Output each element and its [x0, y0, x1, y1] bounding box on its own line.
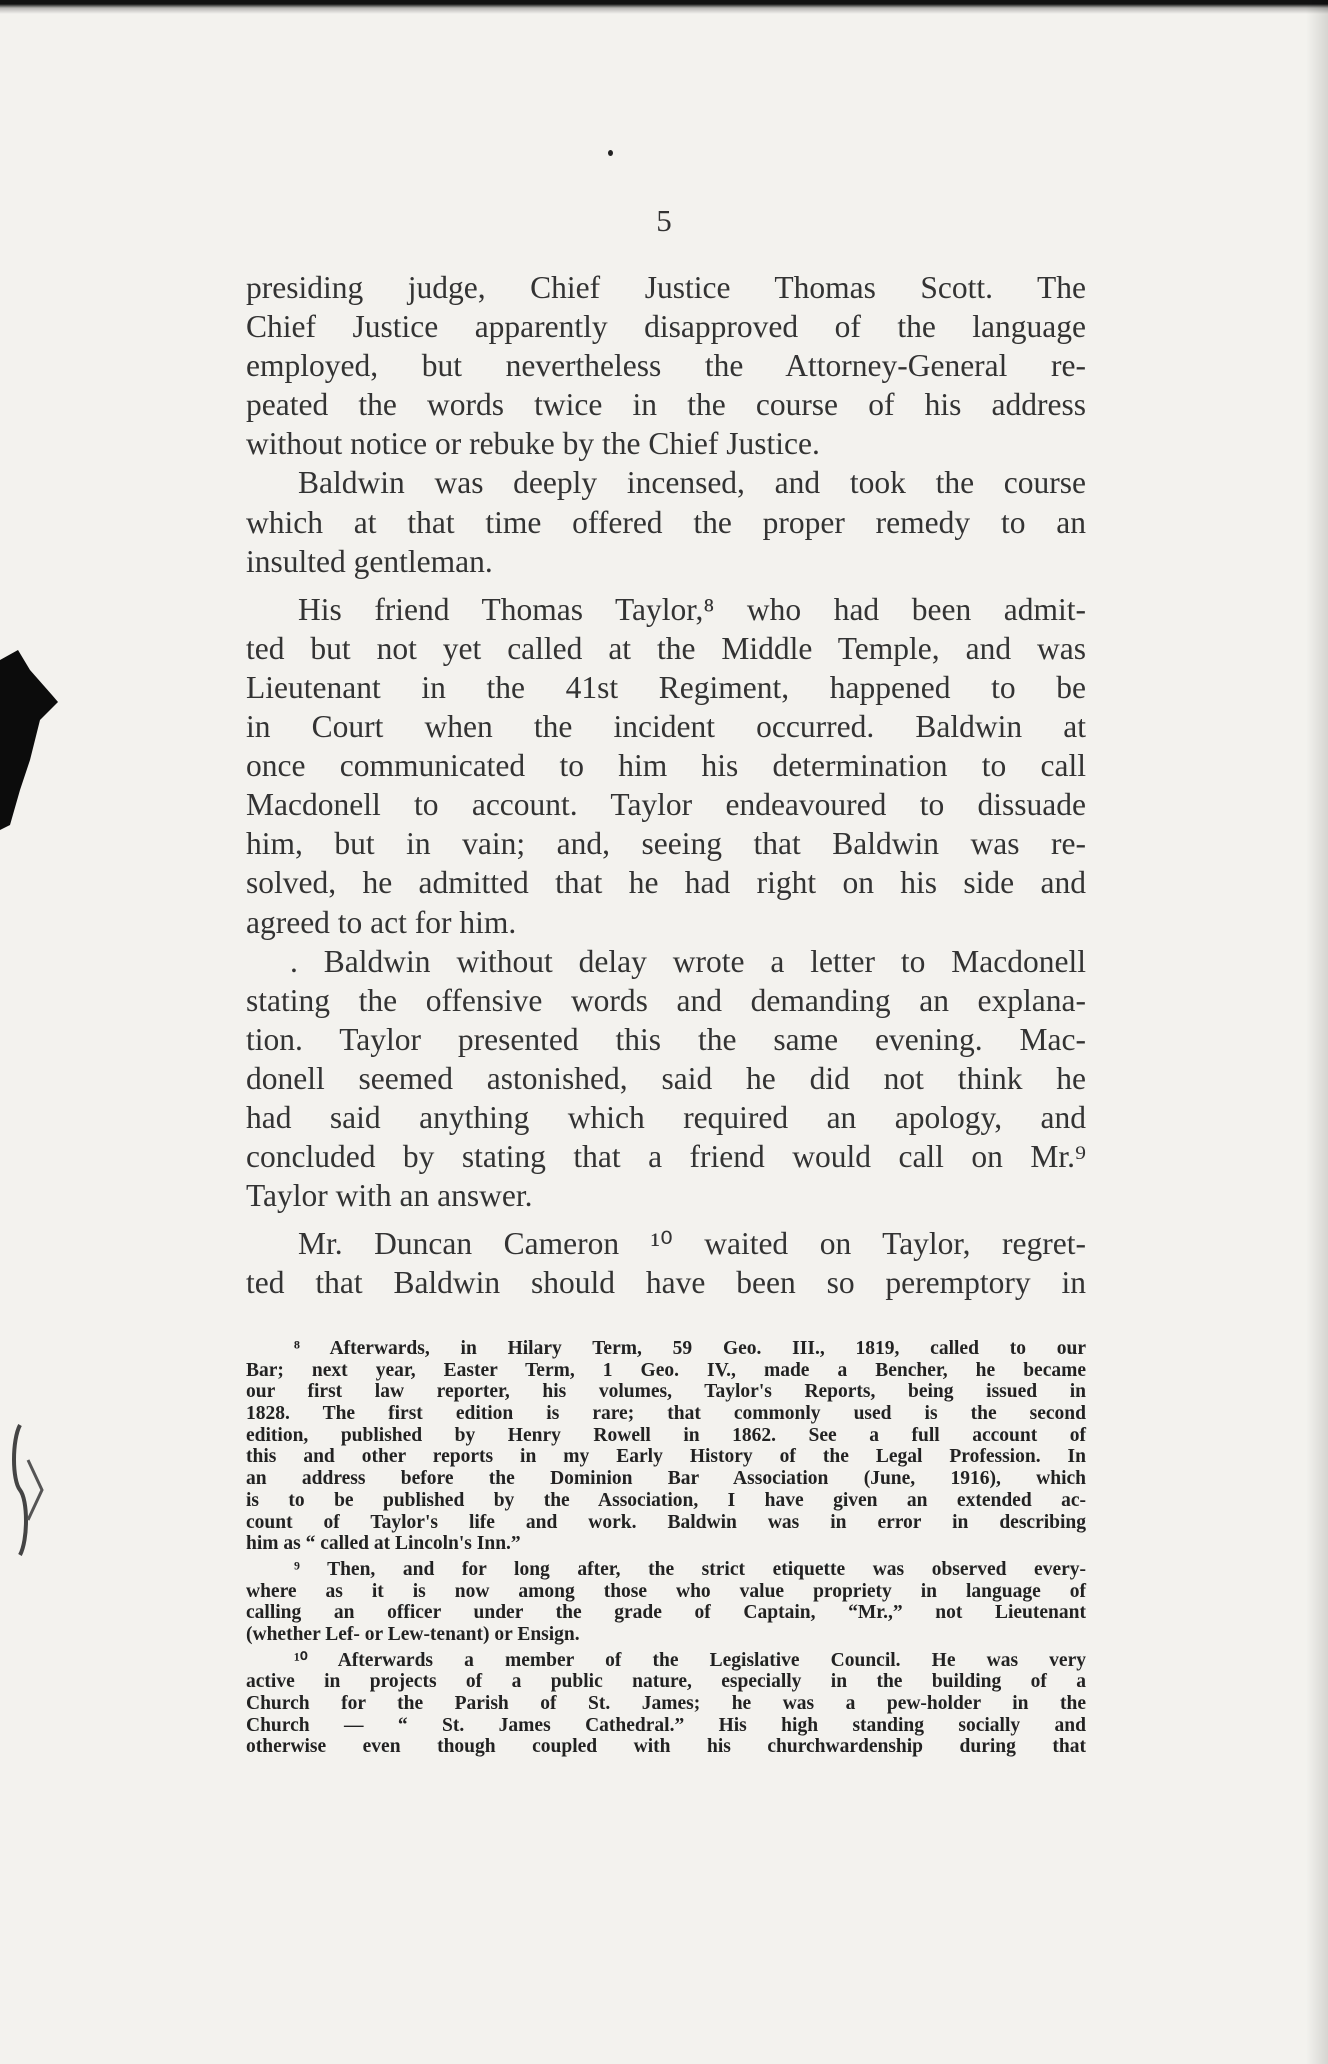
footnote-line: an address before the Dominion Bar Association (June, 1916), which [246, 1468, 1086, 1490]
text-line: presiding judge, Chief Justice Thomas Scott. The [246, 270, 1086, 305]
paragraph [246, 463, 1086, 580]
text-line: Chief Justice apparently disapproved of the language [246, 309, 1086, 345]
text-line: Macdonell to account. Taylor endeavoured to dissuade [246, 787, 1086, 823]
footnote-line: edition, published by Henry Rowell in 1862. See a full account of [246, 1424, 1086, 1446]
footnote-line: count of Taylor's life and work. Baldwin was in error in describing [246, 1511, 1086, 1533]
footnote-line: Bar; next year, Easter Term, 1 Geo. IV., made a Bencher, he became [246, 1359, 1086, 1381]
footnote-line: ⁸ Afterwards, in Hilary Term, 59 Geo. III., 1819, called to our [294, 1338, 1086, 1359]
ink-speck [608, 150, 613, 156]
page-top-edge [0, 0, 1328, 14]
footnote-line: ¹⁰ Afterwards a member of the Legislative Council. He was very [294, 1649, 1086, 1671]
footnote-line: 1828. The first edition is rare; that commonly used is the second [246, 1403, 1086, 1425]
text-line: ted that Baldwin should have been so peremptory in [246, 1265, 1086, 1301]
text-line: . Baldwin without delay wrote a letter to Macdonell [290, 943, 1086, 979]
footnote-line: active in projects of a public nature, especially in the building of a [246, 1671, 1086, 1693]
paragraph [246, 1224, 1086, 1302]
page-number: 5 [656, 203, 672, 238]
text-line: agreed to act for him. [246, 904, 517, 940]
footnotes [246, 1338, 1086, 1758]
paragraph [246, 268, 1086, 463]
footnote [246, 1338, 1086, 1555]
text-line: Taylor with an answer. [246, 1178, 533, 1214]
text-line: His friend Thomas Taylor,⁸ who had been admit- [298, 591, 1086, 627]
footnote-line: calling an officer under the grade of Captain, “Mr.,” not Lieutenant [246, 1602, 1086, 1624]
text-line: Mr. Duncan Cameron ¹⁰ waited on Taylor, regret- [298, 1226, 1086, 1262]
text-line: Lieutenant in the 41st Regiment, happened to be [246, 669, 1086, 705]
text-line: ted but not yet called at the Middle Temple, and was [246, 630, 1086, 666]
text-line: which at that time offered the proper remedy to an [246, 504, 1086, 540]
text-line: donell seemed astonished, said he did not think he [246, 1060, 1086, 1096]
footnote-line: is to be published by the Association, I have given an extended ac- [246, 1489, 1086, 1511]
text-line: in Court when the incident occurred. Baldwin at [246, 709, 1086, 745]
page-right-edge [1306, 0, 1328, 2064]
footnote-line: this and other reports in my Early History of the Legal Profession. In [246, 1446, 1086, 1468]
paragraph [246, 590, 1086, 942]
text-line: employed, but nevertheless the Attorney-General re- [246, 348, 1086, 384]
paragraph [246, 942, 1086, 1216]
footnote-line: him as “ called at Lincoln's Inn.” [246, 1533, 521, 1555]
footnote-line: Church for the Parish of St. James; he was a pew-holder in the [246, 1693, 1086, 1714]
text-line: without notice or rebuke by the Chief Justice. [246, 426, 820, 462]
text-line: tion. Taylor presented this the same evening. Mac- [246, 1021, 1086, 1057]
text-line: insulted gentleman. [246, 543, 493, 579]
text-line: had said anything which required an apology, and [246, 1099, 1086, 1135]
footnote-line: ⁹ Then, and for long after, the strict etiquette was observed every- [294, 1558, 1086, 1580]
footnote-line: our first law reporter, his volumes, Taylor's Reports, being issued in [246, 1381, 1086, 1403]
footnote-line: where as it is now among those who value propriety in language of [246, 1580, 1086, 1602]
text-line: concluded by stating that a friend would call on Mr.⁹ [246, 1139, 1086, 1175]
body-text [246, 268, 1086, 1302]
text-line: Baldwin was deeply incensed, and took the course [298, 465, 1086, 501]
binding-clip-mark [8, 1420, 48, 1560]
text-line: peated the words twice in the course of his address [246, 387, 1086, 423]
footnote [246, 1650, 1086, 1758]
footnote-line: Church — “ St. James Cathedral.” His high standing socially and [246, 1714, 1086, 1736]
text-line: solved, he admitted that he had right on his side and [246, 865, 1086, 901]
torn-edge-blot [0, 640, 60, 830]
footnote-line: otherwise even though coupled with his churchwardenship during that [246, 1736, 1086, 1758]
text-line: stating the offensive words and demanding an explana- [246, 982, 1086, 1018]
text-line: once communicated to him his determination to call [246, 748, 1086, 784]
footnote-line: (whether Lef- or Lew-tenant) or Ensign. [246, 1623, 580, 1645]
text-line: him, but in vain; and, seeing that Baldwin was re- [246, 826, 1086, 862]
footnote [246, 1559, 1086, 1646]
